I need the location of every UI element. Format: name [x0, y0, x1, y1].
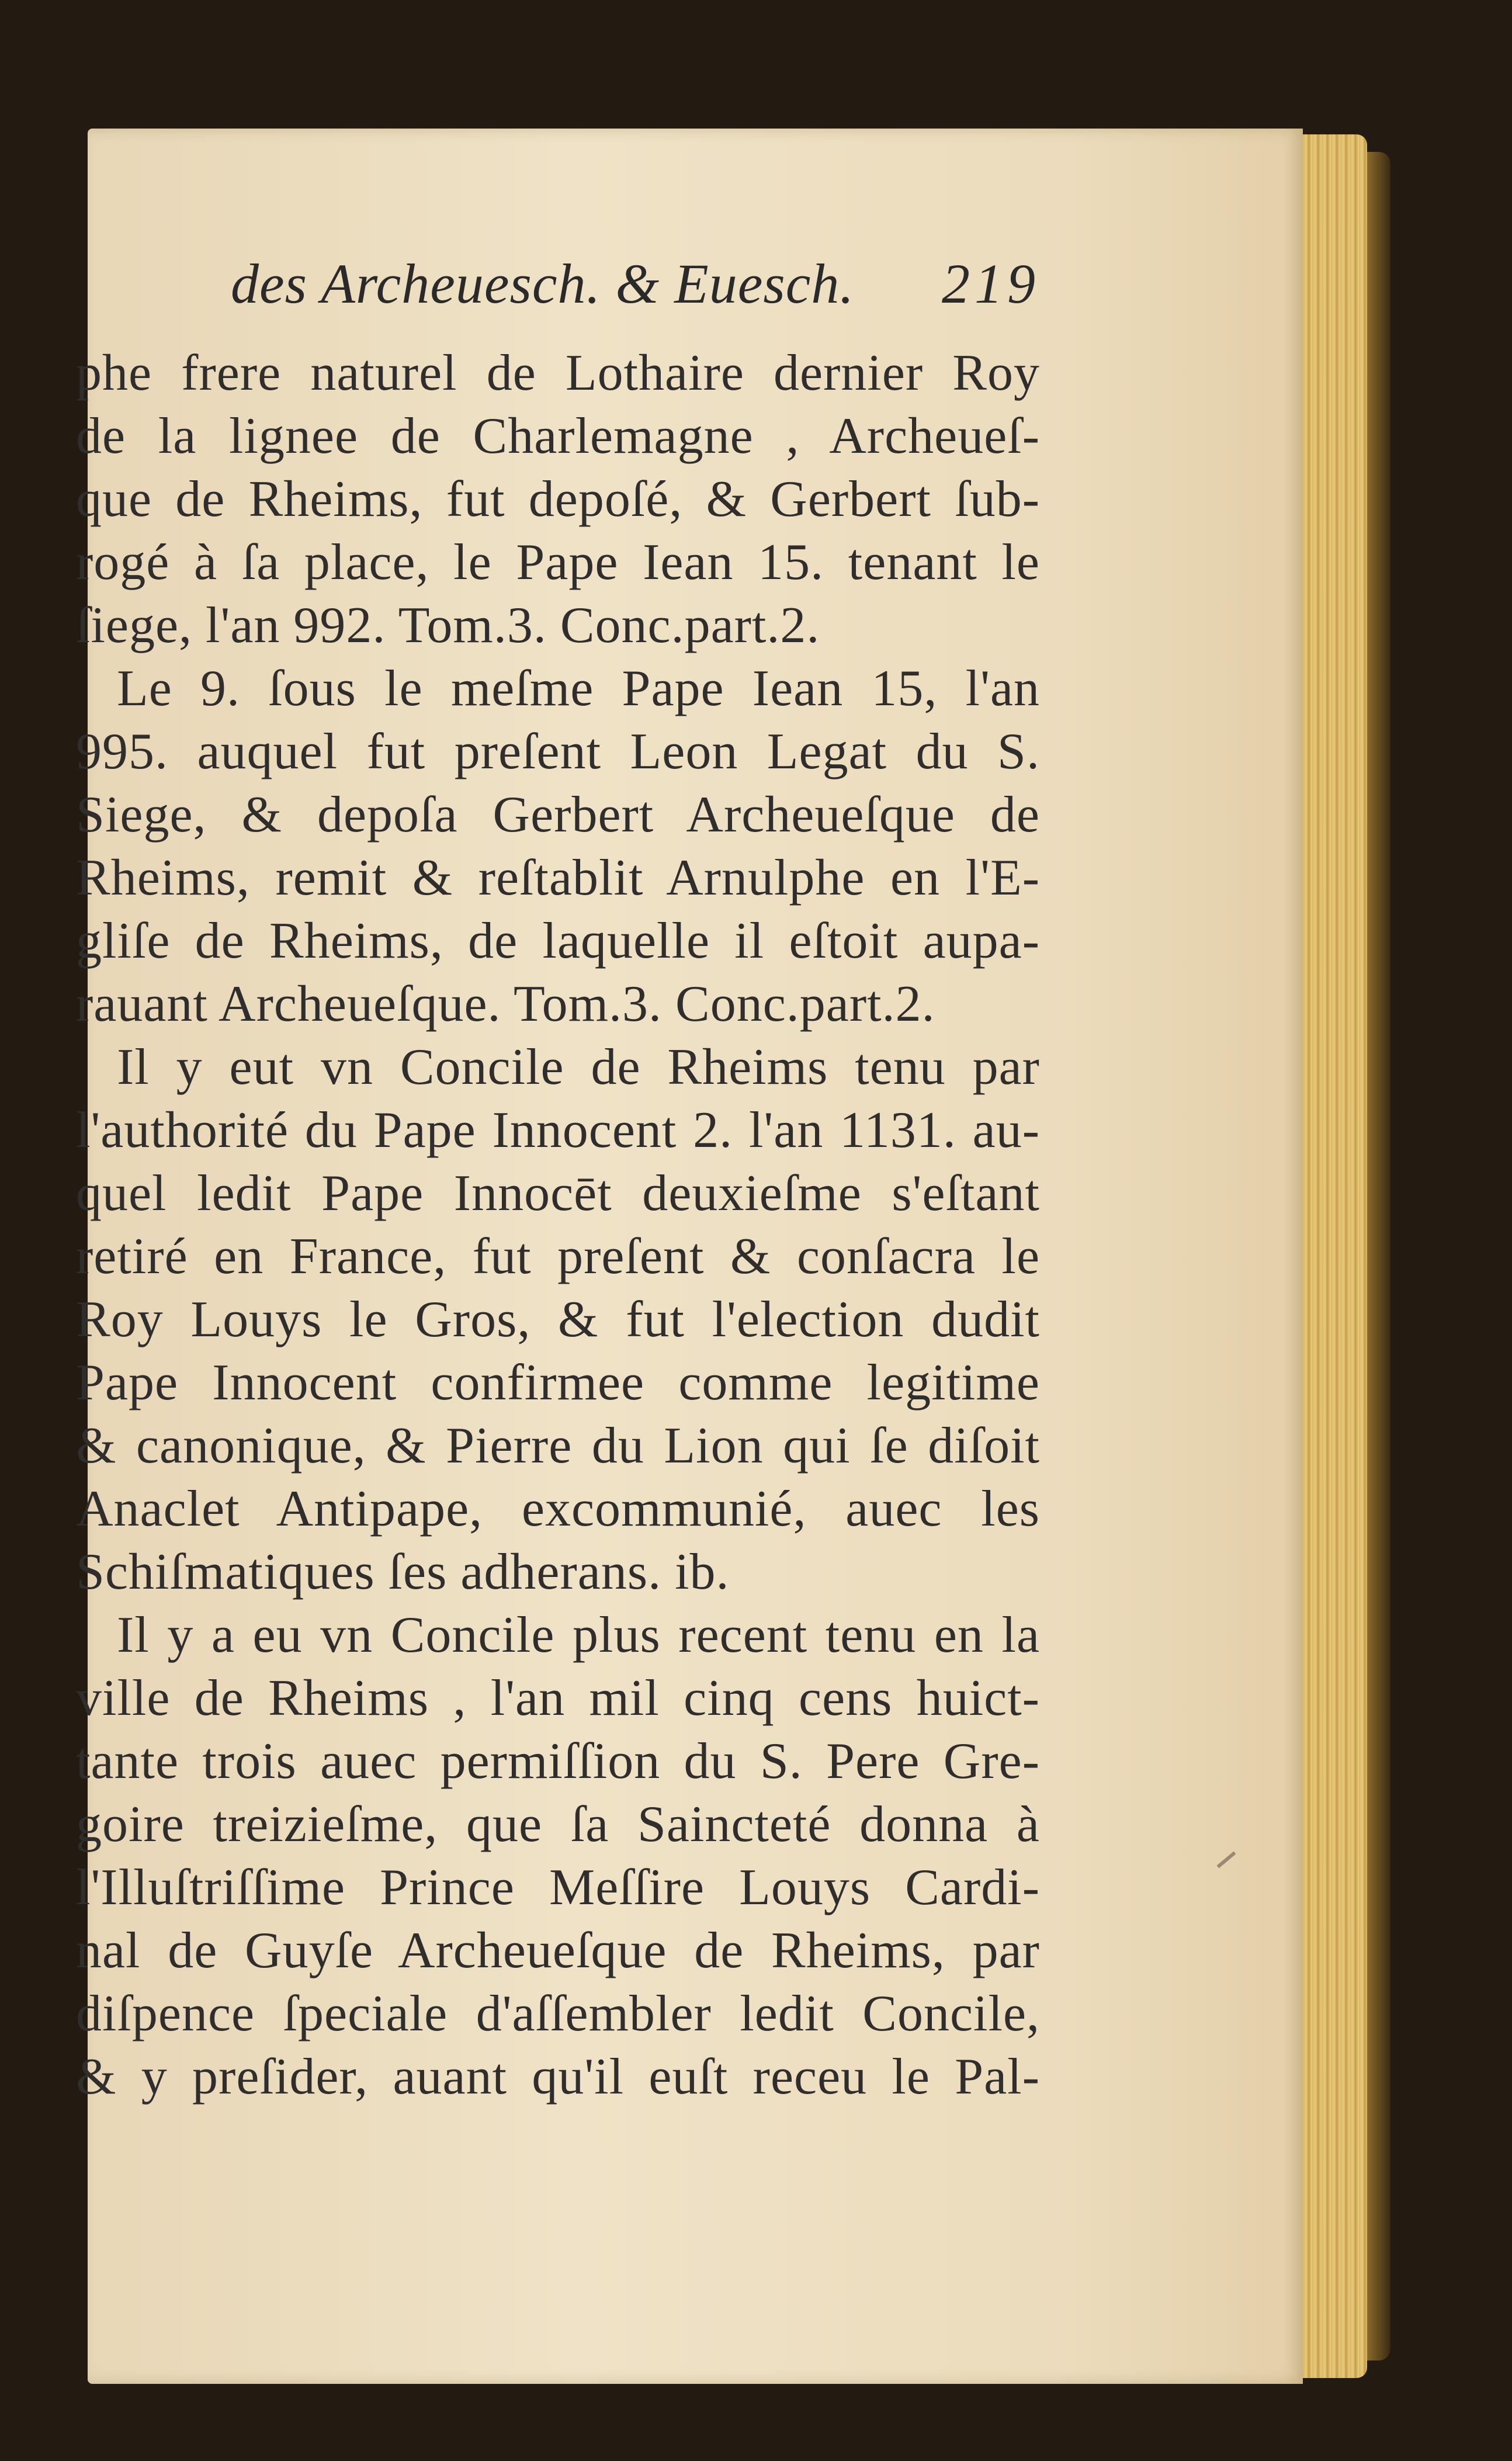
text-line: Il y eut vn Concile de Rheims tenu par [117, 1039, 1040, 1096]
text-line: retiré en France, fut preſent & conſacra le [76, 1228, 1040, 1285]
text-line: Roy Louys le Gros, & fut l'election dudit [76, 1291, 1040, 1348]
text-line: que de Rheims, fut depoſé, & Gerbert ſub- [76, 471, 1040, 528]
text-line: Anaclet Antipape, excommunié, auec les [76, 1481, 1040, 1537]
text-line: Rheims, remit & reſtablit Arnulphe en l'E- [76, 850, 1040, 906]
text-line: Pape Innocent confirmee comme legitime [76, 1354, 1040, 1411]
text-line: ſiege, l'an 992. Tom.3. Conc.part.2. [76, 597, 820, 654]
book-spine-shadow [1367, 152, 1390, 2361]
running-title: des Archeuesch. & Euesch. [231, 252, 855, 315]
text-line: goire treizieſme, que ſa Saincteté donna à [76, 1796, 1040, 1853]
text-line: quel ledit Pape Innocēt deuxieſme s'eſtant [76, 1165, 1040, 1222]
page-number: 219 [942, 252, 1040, 315]
text-line: Le 9. ſous le meſme Pape Iean 15, l'an [117, 660, 1040, 717]
text-line: Il y a eu vn Concile plus recent tenu en la [117, 1607, 1040, 1663]
text-line: Siege, & depoſa Gerbert Archeueſque de [76, 786, 1040, 843]
text-line: rauant Archeueſque. Tom.3. Conc.part.2. [76, 976, 935, 1032]
text-line: l'authorité du Pape Innocent 2. l'an 1131. au- [76, 1102, 1040, 1159]
text-line: gliſe de Rheims, de laquelle il eſtoit aupa- [76, 913, 1040, 969]
text-line: diſpence ſpeciale d'aſſembler ledit Concile, [76, 1985, 1040, 2042]
text-line: phe frere naturel de Lothaire dernier Roy [76, 345, 1040, 401]
text-line: rogé à ſa place, le Pape Iean 15. tenant le [76, 534, 1040, 591]
text-line: & y preſider, auant qu'il euſt receu le Pal- [76, 2048, 1040, 2105]
text-line: ville de Rheims , l'an mil cinq cens huict- [76, 1670, 1040, 1727]
text-line: l'Illuſtriſſime Prince Meſſire Louys Cardi- [76, 1859, 1040, 1916]
text-line: Schiſmatiques ſes adherans. ib. [76, 1544, 730, 1600]
text-line: nal de Guyſe Archeueſque de Rheims, par [76, 1922, 1040, 1979]
page-header [231, 251, 1040, 327]
text-line: de la lignee de Charlemagne , Archeueſ- [76, 408, 1040, 465]
text-line: tante trois auec permiſſion du S. Pere Gre- [76, 1733, 1040, 1790]
body-text [76, 342, 1040, 2109]
text-line: & canonique, & Pierre du Lion qui ſe diſoit [76, 1417, 1040, 1474]
text-line: 995. auquel fut preſent Leon Legat du S. [76, 723, 1040, 780]
page-edge [1303, 134, 1367, 2378]
